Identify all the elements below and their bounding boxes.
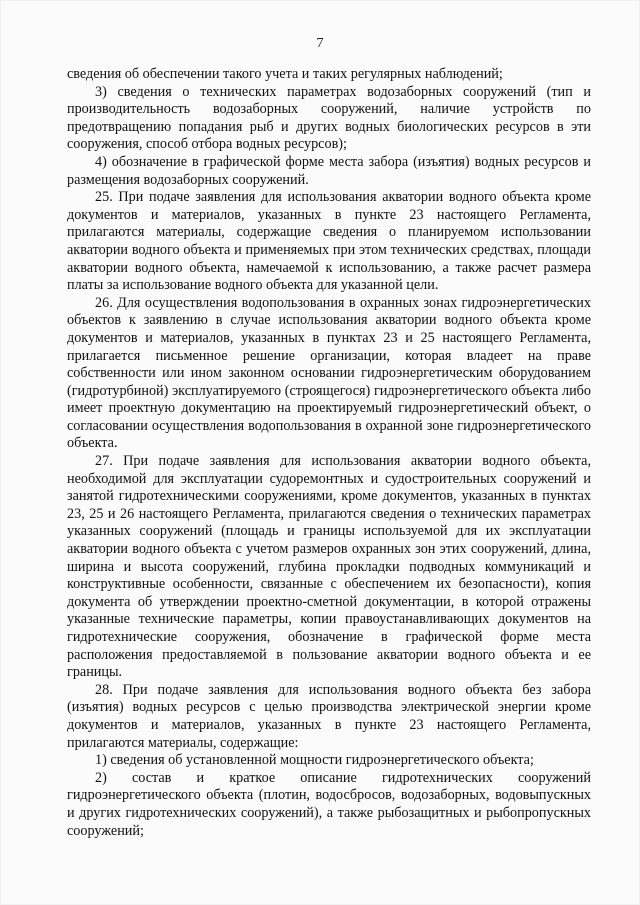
paragraph: 4) обозначение в графической форме места забора (изъятия) водных ресурсов и размещения водозаборных сооружений. <box>67 153 591 188</box>
paragraph: 27. При подаче заявления для использования акватории водного объекта, необходимой для эксплуатации судоремонтных и судостроительных сооружений и занятой гидротехническими сооружениями, кроме документов, указанных в пунктах 23, 25 и 26 настоящего Регламента, прилагаются сведения о технических параметрах указанных сооружений (площадь и границы используемой для их эксплуатации акватории водного объекта с учетом размеров охранных зон этих сооружений, длина, ширина и высота сооружений, глубина прокладки подводных коммуникаций и конструктивные особенности, связанные с обеспечением их безопасности), копия документа об утверждении проектно-сметной документации, в которой отражены указанные технические параметры, копии правоустанавливающих документов на гидротехнические сооружения, обозначение в графической форме места расположения предоставляемой в пользование акватории водного объекта и ее границы. <box>67 453 591 681</box>
paragraph: 3) сведения о технических параметрах водозаборных сооружений (тип и производительность водозаборных сооружений, наличие устройств по предотвращению попадания рыб и других водных биологических ресурсов в эти сооружения, способ отбора водных ресурсов); <box>67 83 591 153</box>
paragraph: сведения об обеспечении такого учета и таких регулярных наблюдений; <box>67 66 503 82</box>
page-number: 7 <box>316 36 324 51</box>
paragraph: 28. При подаче заявления для использования водного объекта без забора (изъятия) водных ресурсов с целью производства электрической энергии кроме документов и материалов, указанных в пункте 23 настоящего Регламента, прилагаются материалы, содержащие: <box>67 681 591 751</box>
paragraph: 26. Для осуществления водопользования в охранных зонах гидроэнергетических объектов к заявлению в случае использования акватории водного объекта кроме документов и материалов, указанных в пунктах 23 и 25 настоящего Регламента, прилагается письменное решение организации, которая владеет на праве собственности или ином законном основании гидроэнергетическим оборудованием (гидротурбиной) эксплуатируемого (строящегося) гидроэнергетического объекта либо имеет проектную документацию на проектируемый гидроэнергетический объект, о согласовании осуществления водопользования в охранной зоне гидроэнергетического объекта. <box>67 294 591 452</box>
paragraph: 25. При подаче заявления для использования акватории водного объекта кроме документов и материалов, указанных в пункте 23 настоящего Регламента, прилагаются материалы, содержащие сведения о планируемом использовании акватории водного объекта и применяемых при этом технических средствах, площади акватории водного объекта, намечаемой к использованию, а также расчет размера платы за использование водного объекта для указанной цели. <box>67 189 591 294</box>
paragraph: 1) сведения об установленной мощности гидроэнергетического объекта; <box>95 752 534 769</box>
paragraph: 2) состав и краткое описание гидротехнических сооружений гидроэнергетического объекта (плотин, водосбросов, водозаборных, водовыпускных и других гидротехнических сооружений), а также рыбозащитных и рыбопропускных сооружений; <box>67 769 591 839</box>
page-body <box>67 66 591 840</box>
